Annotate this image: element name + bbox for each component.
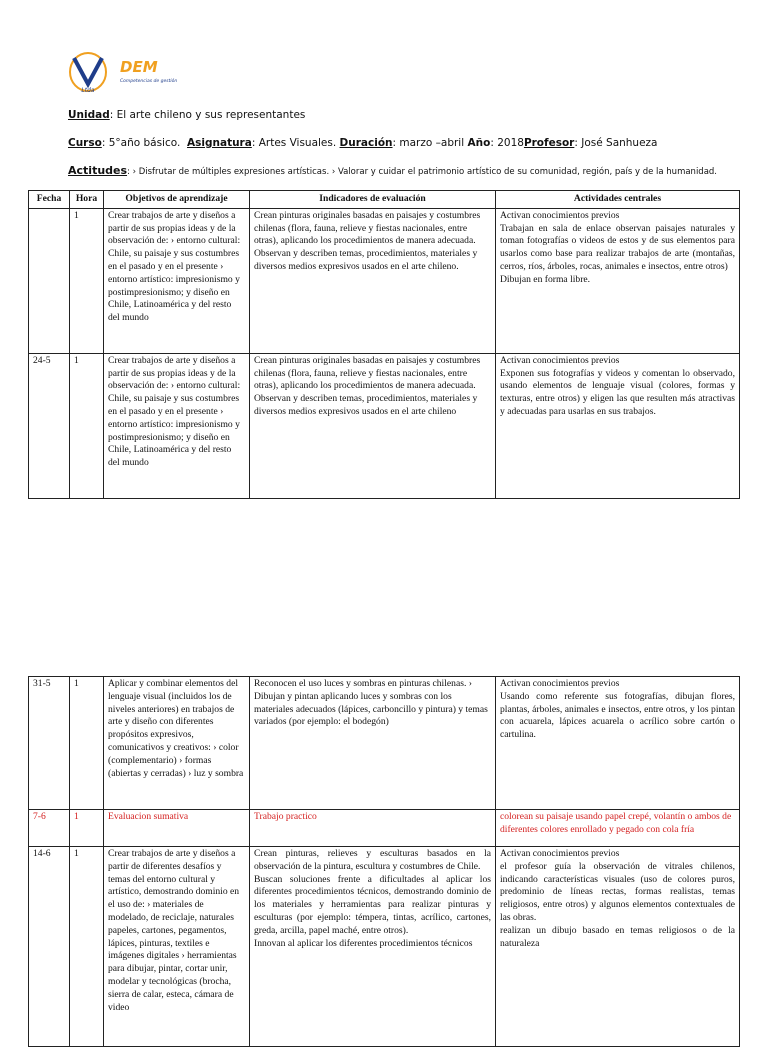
cell-fecha: 7-6	[29, 810, 70, 847]
duracion-value: : marzo –abril	[392, 137, 465, 149]
cell-hora: 1	[70, 353, 104, 498]
table-header-row	[29, 191, 740, 209]
cell-hora: 1	[70, 677, 104, 810]
cell-actividades: Activan conocimientos previos Trabajan en sala de enlace observan paisajes naturales y toman fotografías o videos de estos y de sus elementos para usarlos como base para realizar trabajos de arte (montañas, cerros, ríos, árboles, rocas, animales e insectos, entre otros) Dibujan en forma libre.	[496, 208, 740, 353]
header-indicadores: Indicadores de evaluación	[250, 191, 496, 209]
cell-actividades: Activan conocimientos previos el profesor guía la observación de vitrales chilenos, indicando características visuales (uso de colores puros, predominio de líneas rectas, formas realistas, temas religiosos, entre otros) y algunos elementos contextuales de las obras. realizan un dibujo basado en temas religiosos o de la naturaleza	[496, 847, 740, 1047]
unidad-value: : El arte chileno y sus representantes	[109, 109, 306, 121]
logo-brand: DEM	[120, 58, 158, 76]
table-row	[29, 810, 740, 847]
header-hora: Hora	[70, 191, 104, 209]
unidad-label: Unidad	[68, 109, 110, 121]
cell-objetivos: Evaluacion sumativa	[104, 810, 250, 847]
cell-indicadores: Crean pinturas, relieves y esculturas basados en la observación de la pintura, escultura y costumbres de Chile. Buscan soluciones frente a dificultades al aplicar los diferentes procedimientos técnicos, demostrando dominio de los materiales y herramientas para realizar pinturas y esculturas (por ejemplo: témpera, tintas, acrílico, cartones, greda, arcilla, papel maché, entre otros). Innovan al aplicar los diferentes procedimientos técnicos	[250, 847, 496, 1047]
curso-value: : 5°año básico.	[101, 137, 181, 149]
cell-actividades: colorean su paisaje usando papel crepé, volantín o ambos de diferentes colores enrollado y pegado con cola fría	[496, 810, 740, 847]
cell-indicadores: Crean pinturas originales basadas en paisajes y costumbres chilenas (flora, fauna, relieve y fiestas nacionales, entre otras), aplicando los procedimientos de manera adecuada. Observan y describen temas, procedimientos, materiales y diversos medios expresivos usados en el arte chileno.	[250, 208, 496, 353]
asignatura-value: : Artes Visuales.	[251, 137, 337, 149]
cell-hora: 1	[70, 810, 104, 847]
cell-indicadores: Crean pinturas originales basadas en paisajes y costumbres chilenas (flora, fauna, relieve y fiestas nacionales, entre otras), aplicando los procedimientos de manera adecuada. Observan y describen temas, procedimientos, materiales y diversos medios expresivos usados en el arte chileno	[250, 353, 496, 498]
table-row	[29, 847, 740, 1047]
anio-value: : 2018	[490, 137, 524, 149]
planning-table-continued	[28, 676, 740, 1047]
actitudes-value: : › Disfrutar de múltiples expresiones artísticas. › Valorar y cuidar el patrimonio artístico de su comunidad, región, país y de la humanidad.	[127, 167, 718, 177]
header-fecha: Fecha	[29, 191, 70, 209]
table-row	[29, 353, 740, 498]
cell-objetivos: Crear trabajos de arte y diseños a partir de sus propias ideas y de la observación de: › entorno cultural: Chile, su paisaje y sus costumbres en el pasado y en el presente › entorno artístico: impresionismo y postimpresionismo; y diseño en Chile, Latinoamérica y del resto del mundo	[104, 353, 250, 498]
profesor-label: Profesor	[523, 137, 575, 149]
cell-hora: 1	[70, 847, 104, 1047]
school-logo	[68, 50, 178, 96]
unidad-line	[68, 108, 738, 122]
logo-tagline: Competencias de gestión	[120, 79, 178, 84]
duracion-label: Duración	[339, 137, 393, 149]
curso-label: Curso	[68, 137, 102, 149]
curso-line	[68, 136, 738, 150]
cell-actividades: Activan conocimientos previos Usando como referente sus fotografías, dibujan flores, plantas, árboles, animales e insectos, entre otros, y los pintan con acuarela, lápices acuarela o acrílico sobre cartón o cartulina.	[496, 677, 740, 810]
cell-objetivos: Crear trabajos de arte y diseños a partir de diferentes desafíos y temas del entorno cultural y artístico, demostrando dominio en el uso de: › materiales de modelado, de reciclaje, naturales papeles, cartones, pegamentos, lápices, pinturas, textiles e imágenes digitales › herramientas para dibujar, pintar, cortar unir, modelar y tecnológicas (brocha, sierra de calar, esteca, cámara de video	[104, 847, 250, 1047]
cell-objetivos: Crear trabajos de arte y diseños a partir de sus propias ideas y de la observación de: › entorno cultural: Chile, su paisaje y sus costumbres en el pasado y en el presente › entorno artístico: impresionismo y postimpresionismo; y diseño en Chile, Latinoamérica y del resto del mundo	[104, 208, 250, 353]
profesor-value: : José Sanhueza	[574, 137, 658, 149]
cell-objetivos: Aplicar y combinar elementos del lenguaje visual (incluidos los de niveles anteriores) en trabajos de arte y diseño con diferentes propósitos expresivos, comunicativos y creativos: › color (complementario) › formas (abiertas y cerradas) › luz y sombra	[104, 677, 250, 810]
table-row	[29, 677, 740, 810]
table-row	[29, 208, 740, 353]
actitudes-label: Actitudes	[68, 164, 128, 177]
anio-label: Año	[467, 137, 491, 149]
cell-indicadores: Trabajo practico	[250, 810, 496, 847]
actitudes-line	[68, 164, 738, 179]
cell-fecha: 31-5	[29, 677, 70, 810]
cell-hora: 1	[70, 208, 104, 353]
cell-fecha: 24-5	[29, 353, 70, 498]
cell-fecha: 14-6	[29, 847, 70, 1047]
cell-actividades: Activan conocimientos previos Exponen sus fotografías y videos y comentan lo observado, usando elementos de lenguaje visual (colores, formas y texturas, entre otros) y eligen las que resulten más atractivas y adecuadas para usarlas en sus trabajos.	[496, 353, 740, 498]
asignatura-label: Asignatura	[187, 137, 252, 149]
cell-fecha	[29, 208, 70, 353]
planning-table	[28, 190, 740, 499]
logo-lower-text: Ltda	[81, 87, 95, 94]
header-objetivos: Objetivos de aprendizaje	[104, 191, 250, 209]
header-actividades: Actividades centrales	[496, 191, 740, 209]
cell-indicadores: Reconocen el uso luces y sombras en pinturas chilenas. › Dibujan y pintan aplicando luces y sombras con los materiales adecuados (lápices, carboncillo y pintura) y temas variados (por ejemplo: el bodegón)	[250, 677, 496, 810]
